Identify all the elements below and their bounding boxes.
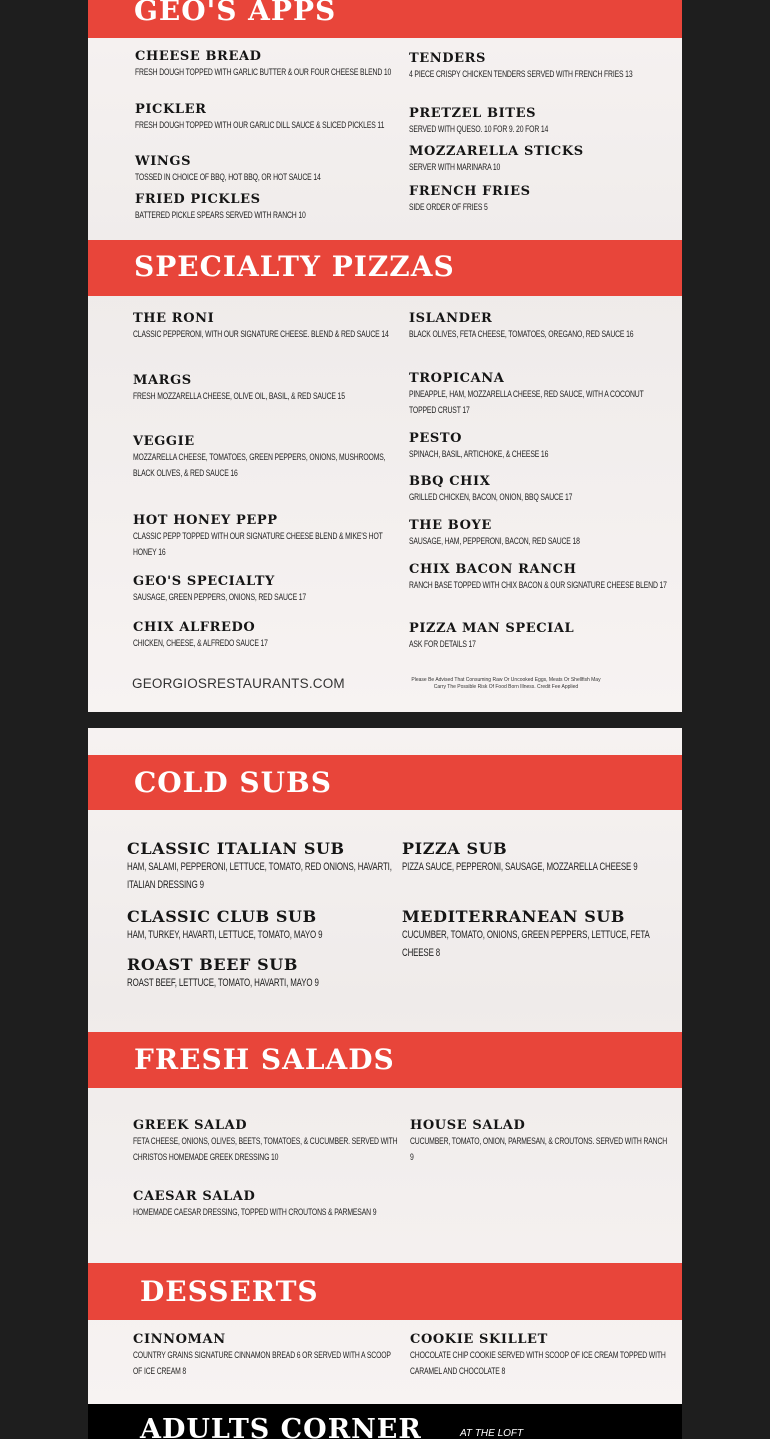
menu-item xyxy=(409,184,670,216)
menu-item-title: GEO'S SPECIALTY xyxy=(133,574,275,589)
menu-item xyxy=(135,49,399,81)
menu-item-description: CHOCOLATE CHIP COOKIE SERVED WITH SCOOP OF ICE CREAM TOPPED WITH CARAMEL AND CHOCOLATE 8 xyxy=(410,1350,666,1377)
menu-item-title: HOUSE SALAD xyxy=(410,1118,526,1133)
menu-item-title: COOKIE SKILLET xyxy=(410,1332,548,1347)
section-banner-subs xyxy=(88,755,682,810)
menu-item xyxy=(409,371,670,419)
menu-item-description: SIDE ORDER OF FRIES 5 xyxy=(409,202,488,213)
section-heading: COLD SUBS xyxy=(134,766,332,799)
menu-item-title: PIZZA SUB xyxy=(402,839,508,858)
menu-item xyxy=(409,518,670,550)
menu-item xyxy=(133,620,399,652)
section-heading: GEO'S APPS xyxy=(134,0,337,27)
menu-item xyxy=(410,1118,670,1166)
menu-item-description: SAUSAGE, GREEN PEPPERS, ONIONS, RED SAUCE 17 xyxy=(133,592,307,603)
menu-item-description: PINEAPPLE, HAM, MOZZARELLA CHEESE, RED SAUCE, WITH A COCONUT TOPPED CRUST 17 xyxy=(409,389,644,416)
menu-item-title: FRIED PICKLES xyxy=(135,192,261,207)
menu-item xyxy=(135,192,399,224)
menu-item-title: CLASSIC CLUB SUB xyxy=(127,907,317,926)
section-banner-salads xyxy=(88,1032,682,1088)
menu-item xyxy=(409,431,670,463)
menu-page-2 xyxy=(88,728,682,1404)
menu-item xyxy=(409,621,670,653)
disclaimer-text: Please Be Advised That Consuming Raw Or Uncooked Eggs, Meats Or Shellfish May Carry The Possible Risk Of Food Born Illness. Credit Fee Applied xyxy=(411,677,601,690)
menu-item-description: TOSSED IN CHOICE OF BBQ, HOT BBQ, OR HOT SAUCE 14 xyxy=(135,172,321,183)
section-heading: DESSERTS xyxy=(140,1275,319,1308)
section-banner-pizzas xyxy=(88,240,682,296)
section-heading: ADULTS CORNER xyxy=(140,1414,422,1439)
menu-item-description: HAM, TURKEY, HAVARTI, LETTUCE, TOMATO, MAYO 9 xyxy=(127,929,323,941)
menu-item-title: FRENCH FRIES xyxy=(409,184,531,199)
menu-item xyxy=(409,51,670,83)
website-link[interactable]: GEORGIOSRESTAURANTS.COM xyxy=(132,676,345,691)
menu-item-title: ISLANDER xyxy=(409,311,493,326)
menu-item-title: CHIX BACON RANCH xyxy=(409,562,577,577)
section-heading: FRESH SALADS xyxy=(134,1043,395,1076)
menu-item xyxy=(127,907,392,944)
menu-item-title: PICKLER xyxy=(135,102,207,117)
menu-item-description: SERVER WITH MARINARA 10 xyxy=(409,162,501,173)
menu-item-description: ROAST BEEF, LETTUCE, TOMATO, HAVARTI, MAYO 9 xyxy=(127,977,319,989)
section-banner-desserts xyxy=(88,1263,682,1320)
menu-item-description: FRESH DOUGH TOPPED WITH GARLIC BUTTER & OUR FOUR CHEESE BLEND 10 xyxy=(135,67,392,78)
menu-item-description: SAUSAGE, HAM, PEPPERONI, BACON, RED SAUCE 18 xyxy=(409,536,580,547)
menu-item-description: MOZZARELLA CHEESE, TOMATOES, GREEN PEPPERS, ONIONS, MUSHROOMS, BLACK OLIVES, & RED SAUCE 16 xyxy=(133,452,386,479)
menu-item-description: GRILLED CHICKEN, BACON, ONION, BBQ SAUCE 17 xyxy=(409,492,573,503)
menu-item xyxy=(133,513,399,561)
menu-item xyxy=(133,1189,400,1221)
menu-item-description: RANCH BASE TOPPED WITH CHIX BACON & OUR SIGNATURE CHEESE BLEND 17 xyxy=(409,580,667,591)
section-subheading: AT THE LOFT xyxy=(460,1428,524,1439)
menu-item-title: CHEESE BREAD xyxy=(135,49,262,64)
menu-item xyxy=(133,311,399,343)
menu-item xyxy=(135,154,399,186)
menu-item-description: CHICKEN, CHEESE, & ALFREDO SAUCE 17 xyxy=(133,638,268,649)
menu-item-title: MARGS xyxy=(133,373,192,388)
menu-item xyxy=(402,907,672,962)
menu-item-description: 4 PIECE CRISPY CHICKEN TENDERS SERVED WITH FRENCH FRIES 13 xyxy=(409,69,633,80)
adults-corner-banner xyxy=(88,1404,682,1439)
menu-item-title: MEDITERRANEAN SUB xyxy=(402,907,626,926)
menu-item-description: HOMEMADE CAESAR DRESSING, TOPPED WITH CROUTONS & PARMESAN 9 xyxy=(133,1207,377,1218)
menu-item-description: BATTERED PICKLE SPEARS SERVED WITH RANCH 10 xyxy=(135,210,306,221)
menu-item-description: PIZZA SAUCE, PEPPERONI, SAUSAGE, MOZZARELLA CHEESE 9 xyxy=(402,861,638,873)
menu-item-title: TENDERS xyxy=(409,51,487,66)
menu-item xyxy=(133,1118,400,1166)
menu-item-title: CHIX ALFREDO xyxy=(133,620,256,635)
menu-item-description: ASK FOR DETAILS 17 xyxy=(409,639,476,650)
menu-item-title: THE RONI xyxy=(133,311,215,326)
menu-item-title: HOT HONEY PEPP xyxy=(133,513,278,528)
menu-item-title: BBQ CHIX xyxy=(409,474,491,489)
menu-item-title: PRETZEL BITES xyxy=(409,106,537,121)
menu-item-title: CLASSIC ITALIAN SUB xyxy=(127,839,345,858)
menu-item xyxy=(133,434,399,482)
menu-item xyxy=(410,1332,670,1380)
menu-item-title: CINNOMAN xyxy=(133,1332,226,1347)
menu-item-title: GREEK SALAD xyxy=(133,1118,248,1133)
menu-item-description: CLASSIC PEPPERONI, WITH OUR SIGNATURE CHEESE. BLEND & RED SAUCE 14 xyxy=(133,329,389,340)
menu-item-description: CLASSIC PEPP TOPPED WITH OUR SIGNATURE CHEESE BLEND & MIKE'S HOT HONEY 16 xyxy=(133,531,383,558)
menu-item-title: PESTO xyxy=(409,431,463,446)
menu-item xyxy=(409,311,670,343)
menu-item-description: COUNTRY GRAINS SIGNATURE CINNAMON BREAD 6 OR SERVED WITH A SCOOP OF ICE CREAM 8 xyxy=(133,1350,391,1377)
menu-item-description: HAM, SALAMI, PEPPERONI, LETTUCE, TOMATO, RED ONIONS, HAVARTI, ITALIAN DRESSING 9 xyxy=(127,861,392,891)
menu-item-title: MOZZARELLA STICKS xyxy=(409,144,584,159)
menu-item-description: CUCUMBER, TOMATO, ONION, PARMESAN, & CROUTONS. SERVED WITH RANCH 9 xyxy=(410,1136,668,1163)
menu-item-title: THE BOYE xyxy=(409,518,492,533)
menu-page-1 xyxy=(88,0,682,712)
menu-item-title: CAESAR SALAD xyxy=(133,1189,256,1204)
menu-item xyxy=(402,839,672,876)
menu-item xyxy=(127,839,392,894)
menu-item xyxy=(133,574,399,606)
menu-item-description: BLACK OLIVES, FETA CHEESE, TOMATOES, OREGANO, RED SAUCE 16 xyxy=(409,329,634,340)
menu-item-title: ROAST BEEF SUB xyxy=(127,955,298,974)
menu-item-title: VEGGIE xyxy=(133,434,195,449)
menu-item-title: WINGS xyxy=(135,154,192,169)
menu-item xyxy=(409,474,670,506)
section-banner-apps xyxy=(88,0,682,38)
menu-item-title: PIZZA MAN SPECIAL xyxy=(409,621,575,636)
menu-item-description: CUCUMBER, TOMATO, ONIONS, GREEN PEPPERS, LETTUCE, FETA CHEESE 8 xyxy=(402,929,650,959)
menu-item xyxy=(133,1332,400,1380)
menu-item xyxy=(135,102,399,134)
menu-item xyxy=(127,955,392,992)
section-heading: SPECIALTY PIZZAS xyxy=(134,250,455,283)
menu-item-description: FRESH MOZZARELLA CHEESE, OLIVE OIL, BASIL, & RED SAUCE 15 xyxy=(133,391,345,402)
menu-item xyxy=(409,144,670,176)
menu-item-title: TROPICANA xyxy=(409,371,505,386)
menu-item xyxy=(133,373,399,405)
menu-item-description: FRESH DOUGH TOPPED WITH OUR GARLIC DILL SAUCE & SLICED PICKLES 11 xyxy=(135,120,385,131)
menu-item-description: SERVED WITH QUESO. 10 FOR 9. 20 FOR 14 xyxy=(409,124,549,135)
menu-item xyxy=(409,562,670,594)
menu-item-description: FETA CHEESE, ONIONS, OLIVES, BEETS, TOMATOES, & CUCUMBER. SERVED WITH CHRISTOS HOMEMADE GREEK DRESSING 10 xyxy=(133,1136,398,1163)
menu-item xyxy=(409,106,670,138)
menu-item-description: SPINACH, BASIL, ARTICHOKE, & CHEESE 16 xyxy=(409,449,549,460)
